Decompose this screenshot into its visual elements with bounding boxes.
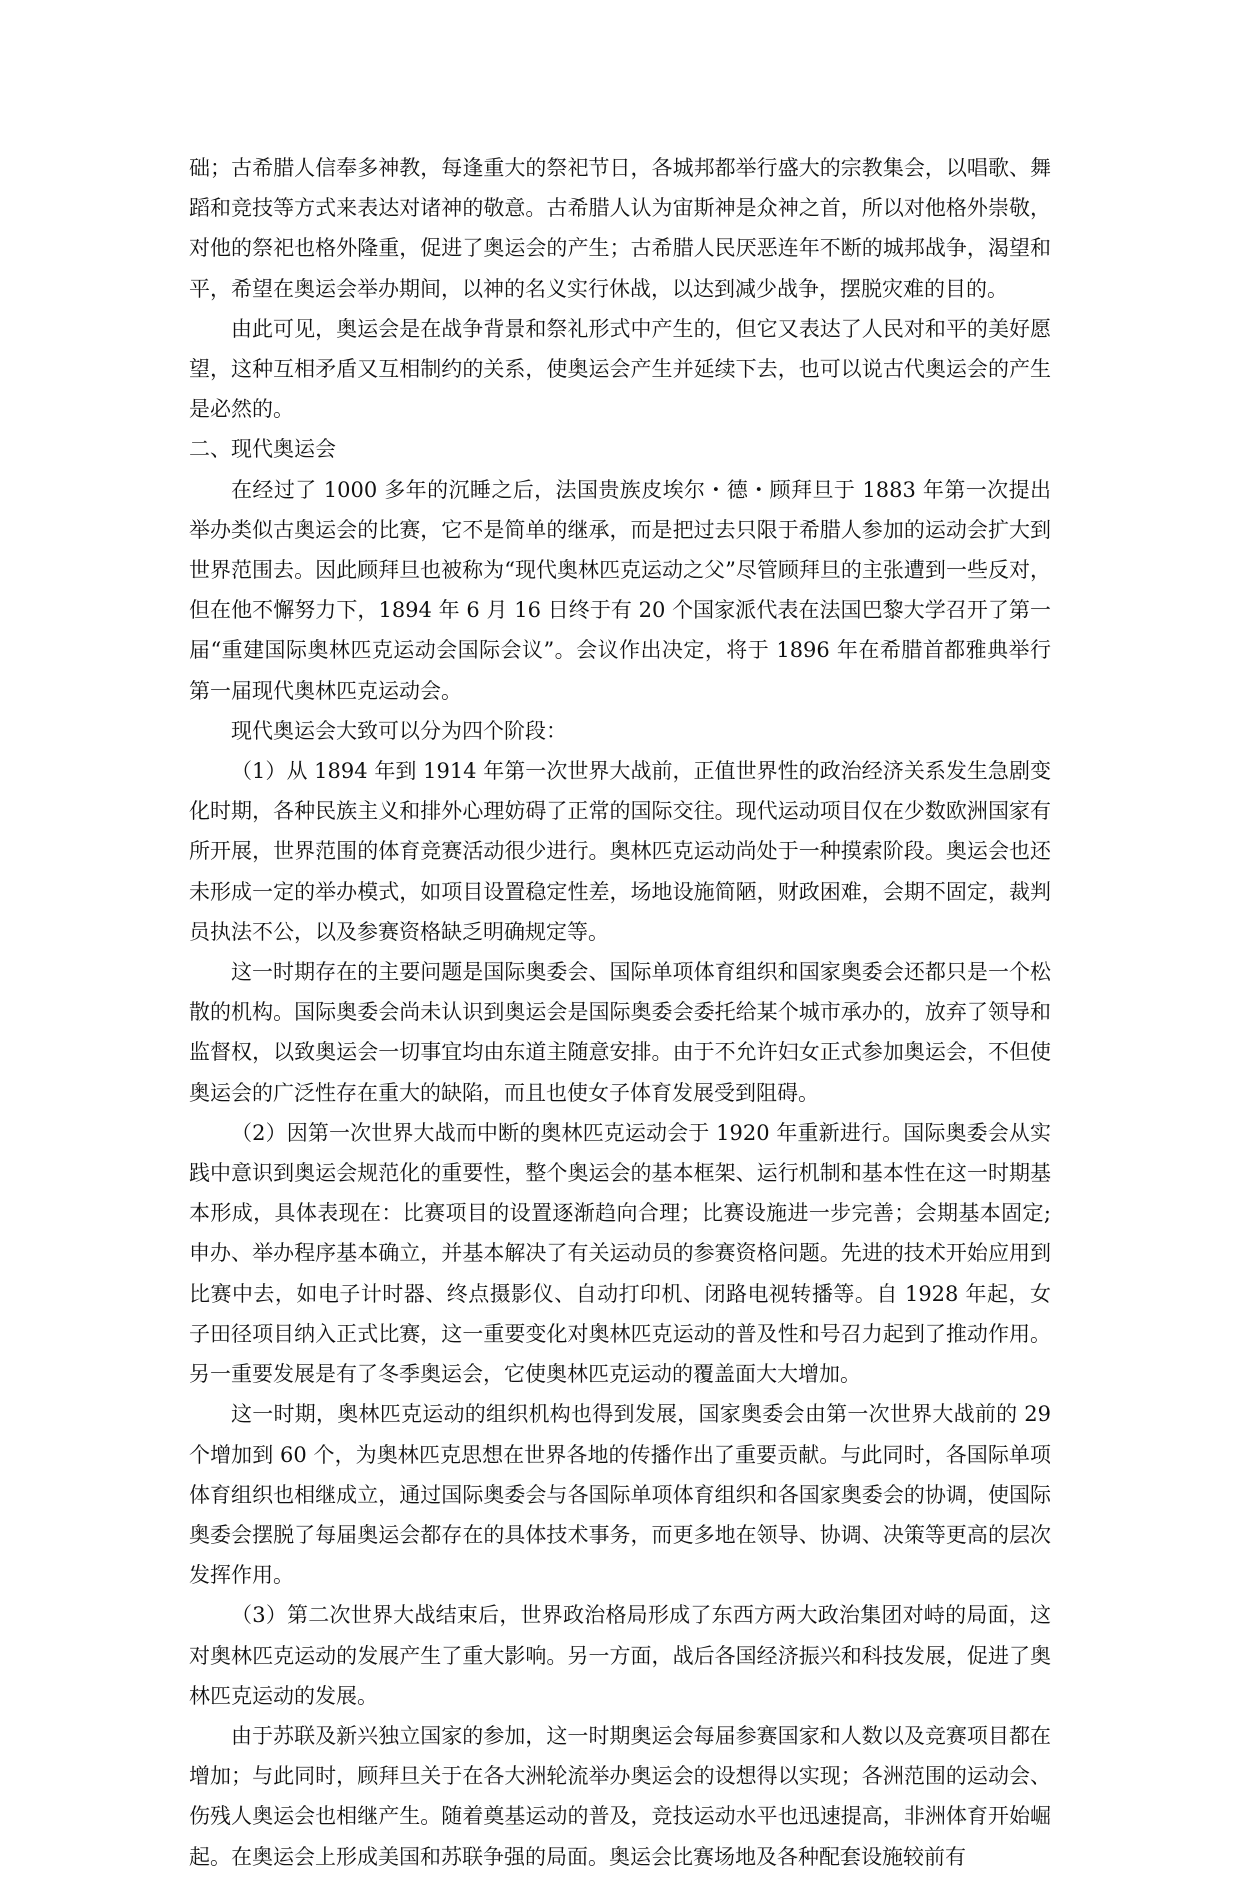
paragraph-coubertin: 在经过了 1000 多年的沉睡之后，法国贵族皮埃尔・德・顾拜旦于 1883 年第一次提出举办类似古奥运会的比赛，它不是简单的继承，而是把过去只限于希腊人参加的运动会扩大到世界范围去。因此顾拜旦也被称为“现代奥林匹克运动之父”尽管顾拜旦的主张遭到一些反对，但在他不懈努力下，1894 年 6 月 16 日终于有 20 个国家派代表在法国巴黎大学召开了第一届“重建国际奥林匹克运动会国际会议”。会议作出决定，将于 1896 年在希腊首都雅典举行第一届现代奥林匹克运动会。 — [189, 477, 1051, 703]
section-heading-modern-olympics: 二、现代奥运会 — [189, 437, 336, 462]
paragraph-stage-1: （1）从 1894 年到 1914 年第一次世界大战前，正值世界性的政治经济关系发生急剧变化时期，各种民族主义和排外心理妨碍了正常的国际交往。现代运动项目仅在少数欧洲国家有所开展，世界范围的体育竞赛活动很少进行。奥林匹克运动尚处于一种摸索阶段。奥运会也还未形成一定的举办模式，如项目设置稳定性差，场地设施简陋，财政困难，会期不固定，裁判员执法不公，以及参赛资格缺乏明确规定等。 — [189, 759, 1051, 944]
paragraph-stage-3: （3）第二次世界大战结束后，世界政治格局形成了东西方两大政治集团对峙的局面，这对奥林匹克运动的发展产生了重大影响。另一方面，战后各国经济振兴和科技发展，促进了奥林匹克运动的发展。 — [189, 1603, 1051, 1708]
paragraph-stage-2: （2）因第一次世界大战而中断的奥林匹克运动会于 1920 年重新进行。国际奥委会从实践中意识到奥运会规范化的重要性，整个奥运会的基本框架、运行机制和基本性在这一时期基本形成，具体表现在：比赛项目的设置逐渐趋向合理；比赛设施进一步完善；会期基本固定; 申办、举办程序基本确立，并基本解决了有关运动员的参赛资格问题。先进的技术开始应用到比赛中去，如电子计时器、终点摄影仪、自动打印机、闭路电视转播等。自 1928 年起，女子田径项目纳入正式比赛，这一重要变化对奥林匹克运动的普及性和号召力起到了推动作用。另一重要发展是有了冬季奥运会，它使奥林匹克运动的覆盖面大大增加。 — [189, 1120, 1051, 1387]
paragraph-conclusion: 由此可见，奥运会是在战争背景和祭礼形式中产生的，但它又表达了人民对和平的美好愿望，这种互相矛盾又互相制约的关系，使奥运会产生并延续下去，也可以说古代奥运会的产生是必然的。 — [189, 316, 1051, 422]
document-page — [189, 148, 1051, 1877]
paragraph-stage-2-organization: 这一时期，奥林匹克运动的组织机构也得到发展，国家奥委会由第一次世界大战前的 29 个增加到 60 个，为奥林匹克思想在世界各地的传播作出了重要贡献。与此同时，各国际单项体育组织也相继成立，通过国际奥委会与各国际单项体育组织和各国家奥委会的协调，使国际奥委会摆脱了每届奥运会都存在的具体技术事务，而更多地在领导、协调、决策等更高的层次发挥作用。 — [189, 1402, 1051, 1588]
paragraph-four-stages-intro: 现代奥运会大致可以分为四个阶段： — [231, 718, 567, 743]
paragraph-ancient-origins-end: 础；古希腊人信奉多神教，每逢重大的祭祀节日，各城邦都举行盛大的宗教集会，以唱歌、舞蹈和竞技等方式来表达对诸神的敬意。古希腊人认为宙斯神是众神之首，所以对他格外崇敬，对他的祭祀也格外隆重，促进了奥运会的产生；古希腊人民厌恶连年不断的城邦战争，渴望和平，希望在奥运会举办期间，以神的名义实行休战，以达到减少战争，摆脱灾难的目的。 — [189, 156, 1051, 301]
paragraph-stage-3-growth: 由于苏联及新兴独立国家的参加，这一时期奥运会每届参赛国家和人数以及竞赛项目都在增加；与此同时，顾拜旦关于在各大洲轮流举办奥运会的设想得以实现；各洲范围的运动会、伤残人奥运会也相继产生。随着奠基运动的普及，竞技运动水平也迅速提高，非洲体育开始崛起。在奥运会上形成美国和苏联争强的局面。奥运会比赛场地及各种配套设施较前有 — [189, 1723, 1051, 1869]
paragraph-stage-1-problems: 这一时期存在的主要问题是国际奥委会、国际单项体育组织和国家奥委会还都只是一个松散的机构。国际奥委会尚未认识到奥运会是国际奥委会委托给某个城市承办的，放弃了领导和监督权，以致奥运会一切事宜均由东道主随意安排。由于不允许妇女正式参加奥运会，不但使奥运会的广泛性存在重大的缺陷，而且也使女子体育发展受到阻碍。 — [189, 960, 1051, 1105]
